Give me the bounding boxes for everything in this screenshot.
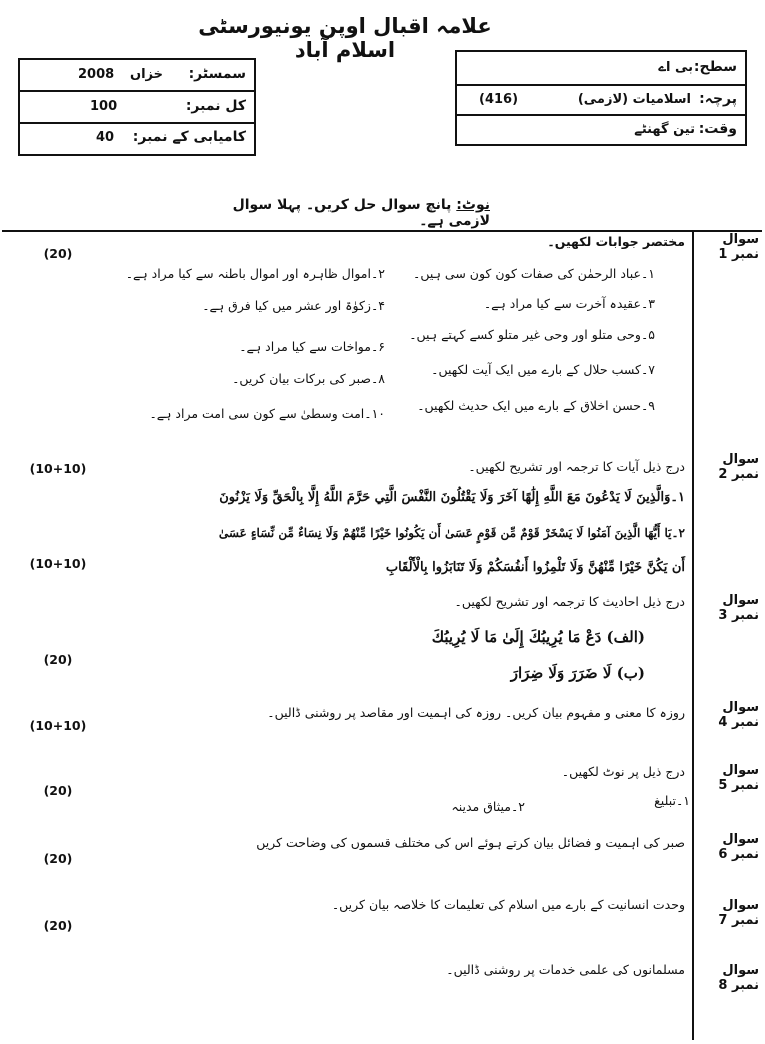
- instructions-text: پانچ سوال حل کریں۔ پہلا سوال لازمی ہے۔: [232, 197, 490, 229]
- q5-part-1: ۱۔تبلیغ: [654, 793, 690, 808]
- time-label: وقت:: [698, 121, 737, 137]
- question-5-intro: درج ذیل پر نوٹ لکھیں۔: [561, 764, 685, 779]
- q1-part-1: ۱۔عباد الرحمٰن کی صفات کون کون سی ہیں۔: [413, 266, 655, 281]
- university-title: علامہ اقبال اوپن یونیورسٹی اسلام آباد: [198, 14, 492, 62]
- question-7-marks: (20): [43, 918, 73, 933]
- question-6-label: سوال نمبر 6: [718, 832, 759, 862]
- question-2-intro: درج ذیل آیات کا ترجمہ اور تشریح لکھیں۔: [468, 459, 685, 474]
- left-info-box: [18, 58, 256, 156]
- q5-part-2: ۲۔میثاق مدینہ: [451, 799, 525, 814]
- q1-part-8: ۸۔صبر کی برکات بیان کریں۔: [232, 371, 385, 386]
- q1-part-7: ۷۔کسب حلال کے بارے میں ایک آیت لکھیں۔: [431, 362, 655, 377]
- question-8-label: سوال نمبر 8: [718, 963, 759, 993]
- questions-top-rule: [2, 230, 762, 232]
- level-value: بی اے: [658, 60, 693, 75]
- q1-part-10: ۱۰۔امت وسطیٰ سے کون سی امت مراد ہے۔: [149, 406, 385, 421]
- semester-label: سمسٹر:: [188, 66, 246, 82]
- paper-row: [457, 86, 745, 116]
- question-3-label: سوال نمبر 3: [718, 593, 759, 623]
- pass-marks-row: [20, 124, 254, 154]
- pass-marks-value: 40: [96, 130, 115, 145]
- q1-part-5: ۵۔وحی متلو اور وحی غیر متلو کسے کہتے ہیں۔: [409, 327, 655, 342]
- q1-part-3: ۳۔عقیدہ آخرت سے کیا مراد ہے۔: [483, 296, 655, 311]
- question-4-label: سوال نمبر 4: [718, 700, 759, 730]
- right-info-box: [455, 50, 747, 146]
- q3-hadith-a: (الف) دَعْ مَا يُرِيبُكَ إِلَىٰ مَا لَا يُرِيبُكَ: [431, 628, 645, 646]
- total-marks-label: کل نمبر:: [185, 98, 246, 114]
- question-6-marks: (20): [43, 851, 73, 866]
- paper-label: پرچہ:: [699, 91, 737, 107]
- q1-part-4: ۴۔زکوٰۃ اور عشر میں کیا فرق ہے۔: [202, 298, 385, 313]
- paper-name: اسلامیات (لازمی): [577, 92, 691, 107]
- time-value: تین گھنٹے: [634, 122, 695, 137]
- total-marks-value: 100: [90, 99, 118, 114]
- question-1-marks: (20): [43, 246, 73, 261]
- q2-verse-2-line-2: أَن يَكُنَّ خَيْرًا مِّنْهُنَّ وَلَا تَلْمِزُوا أَنفُسَكُمْ وَلَا تَنَابَزُوا بِالْأَلْقَابِ: [385, 560, 685, 575]
- question-4-marks: (10+10): [29, 718, 87, 733]
- instructions: [230, 197, 490, 229]
- question-7-intro: وحدت انسانیت کے بارے میں اسلام کی تعلیمات کا خلاصہ بیان کریں۔: [331, 897, 685, 912]
- question-5-marks: (20): [43, 783, 73, 798]
- question-5-label: سوال نمبر 5: [718, 763, 759, 793]
- paper-code: (416): [479, 92, 519, 107]
- q1-part-6: ۶۔مواخات سے کیا مراد ہے۔: [239, 339, 385, 354]
- level-row: [457, 52, 745, 86]
- pass-marks-label: کامیابی کے نمبر:: [132, 129, 246, 145]
- semester-row: [20, 60, 254, 92]
- question-7-label: سوال نمبر 7: [718, 898, 759, 928]
- question-2-label: سوال نمبر 2: [718, 452, 759, 482]
- instructions-label: نوٹ:: [456, 197, 490, 213]
- q2-verse-2-line-1: ۲۔يَا أَيُّهَا الَّذِينَ آمَنُوا لَا يَسْخَرْ قَوْمٌ مِّن قَوْمٍ عَسَىٰ أَن يَكُونُوا خَيْرًا مِّنْهُمْ وَلَا نِسَاءٌ مِّن نِّسَاءٍ عَسَىٰ: [218, 526, 685, 540]
- question-2-marks-second: (10+10): [29, 556, 87, 571]
- question-6-intro: صبر کی اہمیت و فضائل بیان کرتے ہوئے اس کی مختلف قسموں کی وضاحت کریں: [256, 835, 685, 850]
- question-3-marks: (20): [43, 652, 73, 667]
- time-row: [457, 116, 745, 144]
- question-3-intro: درج ذیل احادیث کا ترجمہ اور تشریح لکھیں۔: [454, 594, 685, 609]
- q3-hadith-b: (ب) لَا ضَرَرَ وَلَا ضِرَارَ: [510, 664, 645, 682]
- question-2-marks: (10+10): [29, 461, 87, 476]
- semester-year: 2008: [78, 67, 115, 82]
- semester-season: خزاں: [130, 67, 164, 82]
- q2-verse-1: ۱۔وَالَّذِينَ لَا يَدْعُونَ مَعَ اللَّهِ إِلَٰهًا آخَرَ وَلَا يَقْتُلُونَ النَّفْسَ الَّتِي حَرَّمَ اللَّهُ إِلَّا بِالْحَقِّ وَلَا يَزْنُونَ: [219, 490, 685, 505]
- question-1-label: سوال نمبر 1: [718, 232, 759, 262]
- question-1-intro: مختصر جوابات لکھیں۔: [547, 234, 685, 249]
- total-marks-row: [20, 92, 254, 124]
- q1-part-2: ۲۔اموال ظاہرہ اور اموال باطنہ سے کیا مراد ہے۔: [125, 266, 385, 281]
- question-4-intro: روزہ کا معنی و مفہوم بیان کریں۔ روزہ کی اہمیت اور مقاصد پر روشنی ڈالیں۔: [267, 705, 685, 720]
- q1-part-9: ۹۔حسن اخلاق کے بارے میں ایک حدیث لکھیں۔: [417, 398, 655, 413]
- question-8-intro: مسلمانوں کی علمی خدمات پر روشنی ڈالیں۔: [446, 962, 685, 977]
- level-label: سطح:: [693, 59, 737, 75]
